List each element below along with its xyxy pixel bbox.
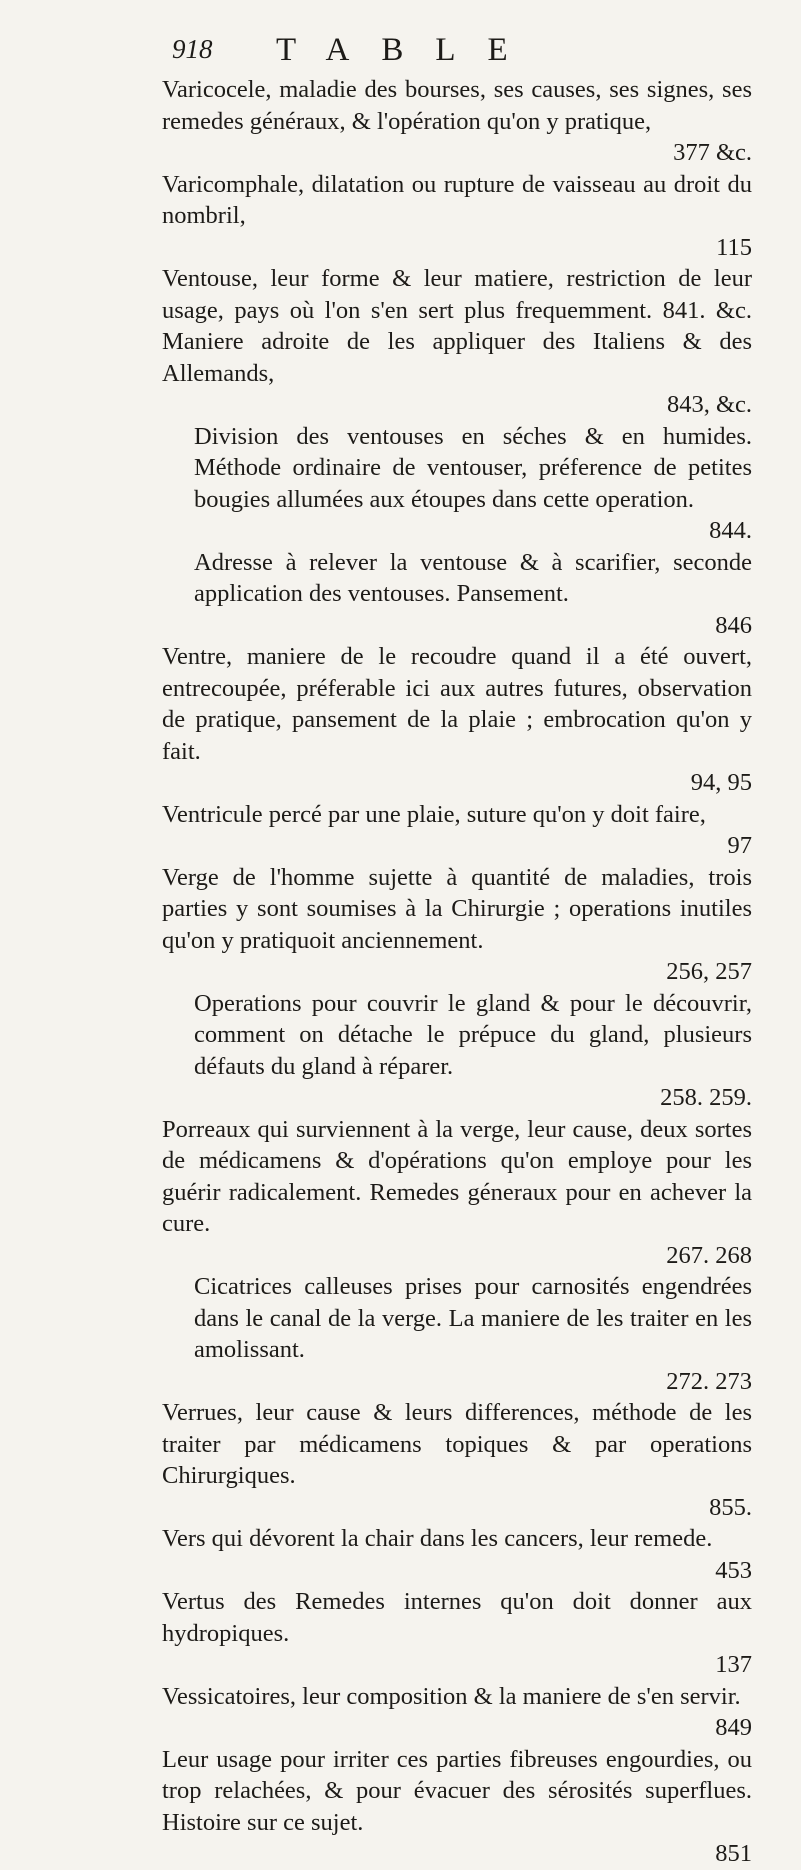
index-entry: Cicatrices calleuses prises pour carnosités engendrées dans le canal de la verge. La maniere de les traiter en les amolissant. 272. 273 <box>194 1273 752 1395</box>
index-entry: Leur usage pour irriter ces parties fibreuses engourdies, ou trop relachées, & pour évacuer des sérosités superflues. Histoire sur ce sujet. 851 <box>162 1745 752 1867</box>
index-entry: Vertus des Remedes internes qu'on doit donner aux hydropiques. 137 <box>162 1588 752 1678</box>
page-header <box>172 34 592 74</box>
index-entry: Verrues, leur cause & leurs differences, méthode de les traiter par médicamens topiques & par operations Chirurgiques. 855. <box>162 1399 752 1521</box>
index-entry: Vessicatoires, leur composition & la maniere de s'en servir. 849 <box>162 1682 752 1741</box>
index-entry: Ventricule percé par une plaie, suture qu'on y doit faire, 97 <box>162 800 752 859</box>
index-entry: Varicomphale, dilatation ou rupture de vaisseau au droit du nombril, 115 <box>162 170 752 261</box>
index-entries <box>162 74 752 1870</box>
index-entry: Porreaux qui surviennent à la verge, leur cause, deux sortes de médicamens & d'opérations qu'on employe pour les guérir radicalement. Remedes géneraux pour en achever la cure. 267. 268 <box>162 1115 752 1269</box>
index-entry: Adresse à relever la ventouse & à scarifier, seconde application des ventouses. Pansement. 846 <box>194 548 752 639</box>
running-title: TABLE <box>276 32 540 68</box>
index-entry: Ventouse, leur forme & leur matiere, restriction de leur usage, pays où l'on s'en sert plus frequemment. 841. &c. Maniere adroite de les appliquer des Italiens & des Allemands, 843, &c. <box>162 265 752 418</box>
index-entry: Varicocele, maladie des bourses, ses causes, ses signes, ses remedes généraux, & l'opération qu'on y pratique, 377 &c. <box>162 76 752 166</box>
index-entry: Vers qui dévorent la chair dans les cancers, leur remede. 453 <box>162 1525 752 1584</box>
index-entry: Verge de l'homme sujette à quantité de maladies, trois parties y sont soumises à la Chirurgie ; operations inutiles qu'on y pratiquoit anciennement. 256, 257 <box>162 863 752 985</box>
index-entry: Division des ventouses en séches & en humides. Méthode ordinaire de ventouser, préference de petites bougies allumées aux étoupes dans cette operation. 844. <box>194 422 752 544</box>
index-entry: Ventre, maniere de le recoudre quand il a été ouvert, entrecoupée, préferable ici aux autres futures, observation de pratique, pansement de la plaie ; embrocation qu'on y fait. 94, 95 <box>162 643 752 796</box>
index-entry: Operations pour couvrir le gland & pour le découvrir, comment on détache le prépuce du gland, plusieurs défauts du gland à réparer. 258. 259. <box>194 989 752 1111</box>
page-number: 918 <box>172 34 213 64</box>
